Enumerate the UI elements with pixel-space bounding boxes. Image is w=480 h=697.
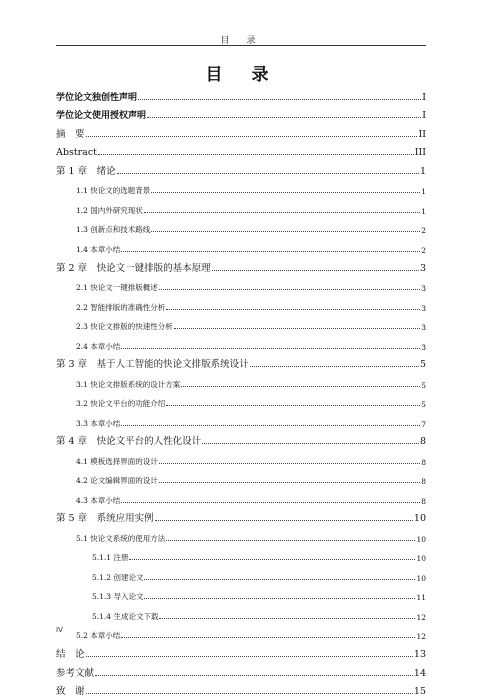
toc-entry-label: 3.1 快论文排版系统的设计方案: [76, 379, 181, 389]
dot-leader: [144, 579, 415, 580]
dot-leader: [98, 154, 414, 155]
toc-entry[interactable]: [56, 216, 426, 236]
toc-entry-page: 10: [416, 573, 426, 583]
toc-entry[interactable]: [56, 255, 426, 274]
toc-entry[interactable]: [56, 467, 426, 487]
toc-entry[interactable]: [56, 158, 426, 177]
toc-entry[interactable]: [56, 293, 426, 313]
toc-entry-page: 5: [421, 380, 426, 390]
dot-leader: [202, 443, 419, 444]
toc-entry-page: 7: [421, 419, 426, 429]
toc-entry-page: 15: [413, 686, 426, 697]
toc-entry-page: 1: [419, 165, 426, 177]
dot-leader: [86, 656, 413, 657]
dot-leader: [151, 192, 420, 193]
dot-leader: [95, 675, 413, 676]
toc-entry-label: 5.1.1 注册: [92, 553, 129, 563]
toc-entry-page: 3: [421, 342, 426, 352]
toc-entry[interactable]: [56, 506, 426, 525]
toc-entry-page: 5: [421, 400, 426, 410]
dot-leader: [159, 482, 420, 483]
toc-entry-page: 3: [419, 262, 426, 274]
toc-entry-label: 2.2 智能排版的准确性分析: [76, 302, 166, 312]
toc-entry-label: 5.1.2 创建论文: [92, 572, 144, 582]
toc-entry[interactable]: [56, 103, 426, 122]
toc-entry-page: II: [418, 128, 426, 140]
toc-entry[interactable]: [56, 622, 426, 642]
toc-entry-label: 第 4 章 快论文平台的人性化设计: [56, 436, 202, 448]
toc-entry-label: 5.1.4 生成论文下载: [92, 611, 159, 621]
toc-entry-page: 2: [421, 245, 426, 255]
toc-entry[interactable]: [56, 660, 426, 679]
dot-leader: [181, 386, 420, 387]
toc-entry[interactable]: [56, 544, 426, 564]
toc-entry-label: 2.1 快论文一键排版概述: [76, 283, 158, 293]
toc-entry-page: 1: [421, 187, 426, 197]
toc-entry[interactable]: [56, 679, 426, 697]
footer-page-number: IV: [56, 626, 63, 634]
toc-title: 目 录: [205, 65, 275, 85]
toc-entry[interactable]: [56, 140, 426, 159]
toc-entry[interactable]: [56, 602, 426, 622]
dot-leader: [166, 405, 420, 406]
toc-entry[interactable]: [56, 486, 426, 506]
toc-entry-label: 参考文献: [56, 667, 95, 679]
dot-leader: [144, 598, 415, 599]
dot-leader: [129, 559, 415, 560]
toc-entry-label: 2.3 快论文排版的快速性分析: [76, 322, 173, 332]
dot-leader: [166, 540, 415, 541]
toc-entry-label: 结 论: [56, 648, 85, 660]
toc-entry[interactable]: [56, 370, 426, 390]
dot-leader: [250, 366, 419, 367]
toc-entry-page: 14: [413, 667, 426, 679]
toc-entry-page: 5: [419, 359, 426, 371]
header-rule: [56, 45, 426, 46]
dot-leader: [159, 618, 415, 619]
toc-entry-label: 5.1 快论文系统的使用方法: [76, 533, 166, 543]
toc-entry[interactable]: [56, 313, 426, 333]
toc-entry-page: 11: [416, 593, 426, 603]
toc-entry-label: 4.1 模板选择界面的设计: [76, 456, 158, 466]
dot-leader: [138, 99, 421, 100]
dot-leader: [117, 173, 419, 174]
toc-entry-page: I: [422, 110, 426, 122]
toc-entry-page: 10: [416, 534, 426, 544]
toc-entry[interactable]: [56, 583, 426, 603]
dot-leader: [147, 117, 421, 118]
toc-entry-page: 10: [416, 554, 426, 564]
dot-leader: [86, 136, 418, 137]
toc-entry-page: 3: [421, 323, 426, 333]
toc-entry[interactable]: [56, 84, 426, 103]
dot-leader: [159, 289, 420, 290]
toc-entry-page: III: [414, 147, 426, 159]
toc-entry-page: 2: [421, 226, 426, 236]
toc-entry-label: 2.4 本章小结: [76, 341, 121, 351]
toc-entry-page: 8: [421, 477, 426, 487]
toc-entry-page: 12: [416, 632, 426, 642]
dot-leader: [121, 251, 420, 252]
toc-entry-page: 1: [421, 206, 426, 216]
toc-entry[interactable]: [56, 177, 426, 197]
toc-entry-label: 摘 要: [56, 128, 85, 140]
toc-entry-label: 3.2 快论文平台的功能介绍: [76, 399, 166, 409]
toc-entry-label: 第 5 章 系统应用实例: [56, 513, 154, 525]
toc-entry-label: 4.3 本章小结: [76, 495, 121, 505]
toc-entry[interactable]: [56, 390, 426, 410]
toc-entry[interactable]: [56, 429, 426, 448]
toc-entry[interactable]: [56, 563, 426, 583]
toc-entry-page: I: [422, 91, 426, 103]
toc-entry[interactable]: [56, 524, 426, 544]
toc-entry-label: 1.2 国内外研究现状: [76, 205, 143, 215]
toc-entry-page: 3: [421, 303, 426, 313]
toc-entry-label: 1.4 本章小结: [76, 244, 121, 254]
dot-leader: [121, 502, 420, 503]
toc-entry[interactable]: [56, 352, 426, 371]
toc-entry-page: 13: [413, 648, 426, 660]
dot-leader: [144, 212, 420, 213]
toc-entry-page: 8: [421, 457, 426, 467]
dot-leader: [151, 231, 420, 232]
toc-entry-page: 8: [419, 436, 426, 448]
toc-entry-label: 4.2 论文编辑界面的设计: [76, 476, 158, 486]
toc-entry-label: 3.3 本章小结: [76, 418, 121, 428]
toc-entry[interactable]: [56, 332, 426, 352]
dot-leader: [121, 348, 420, 349]
dot-leader: [121, 425, 420, 426]
toc-entry-label: 1.3 创新点和技术路线: [76, 225, 151, 235]
toc-entry[interactable]: [56, 121, 426, 140]
dot-leader: [86, 693, 413, 694]
dot-leader: [166, 309, 420, 310]
toc-entry-page: 3: [421, 284, 426, 294]
toc-entry-label: 学位论文独创性声明: [56, 92, 138, 103]
dot-leader: [212, 270, 419, 271]
dot-leader: [159, 463, 420, 464]
toc-entry-label: 第 3 章 基于人工智能的快论文排版系统设计: [56, 359, 249, 371]
dot-leader: [121, 637, 415, 638]
toc-list: [56, 84, 426, 697]
toc-entry-label: 学位论文使用授权声明: [56, 111, 147, 122]
toc-entry[interactable]: [56, 235, 426, 255]
toc-entry-label: 致 谢: [56, 686, 85, 697]
toc-entry-label: Abstract: [56, 147, 97, 159]
toc-entry[interactable]: [56, 447, 426, 467]
toc-entry[interactable]: [56, 274, 426, 294]
toc-entry[interactable]: [56, 641, 426, 660]
toc-entry-label: 第 2 章 快论文一键排版的基本原理: [56, 262, 211, 274]
toc-entry-label: 5.2 本章小结: [76, 631, 121, 641]
dot-leader: [174, 328, 420, 329]
toc-entry-page: 10: [413, 513, 426, 525]
toc-entry-label: 第 1 章 绪论: [56, 165, 116, 177]
toc-entry-page: 8: [421, 496, 426, 506]
toc-entry[interactable]: [56, 409, 426, 429]
toc-entry[interactable]: [56, 196, 426, 216]
toc-entry-page: 12: [416, 612, 426, 622]
running-header: 目 录: [220, 36, 260, 46]
toc-entry-label: 5.1.3 导入论文: [92, 592, 144, 602]
dot-leader: [155, 520, 413, 521]
toc-entry-label: 1.1 快论文的选题背景: [76, 186, 151, 196]
